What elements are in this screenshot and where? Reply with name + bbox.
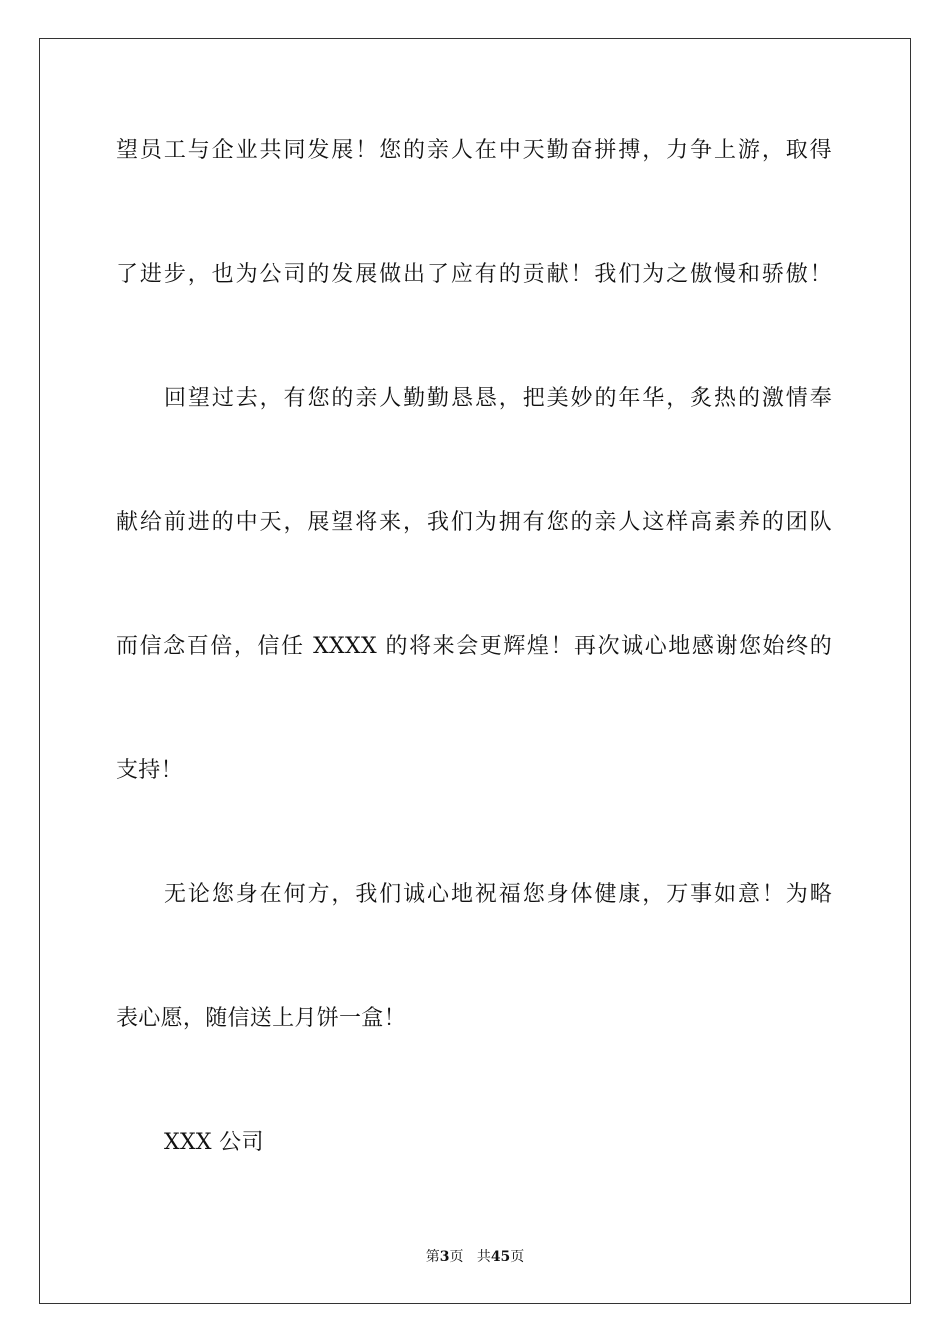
- footer-total-prefix: 共: [476, 1249, 491, 1265]
- text-line-2: 了进步，也为公司的发展做出了应有的贡献！我们为之傲慢和骄傲！: [116, 262, 832, 287]
- page-border: [39, 38, 911, 1304]
- footer-page-number: 3: [439, 1249, 450, 1265]
- signature-company: XXX 公司: [164, 1130, 264, 1155]
- text-line-3: 回望过去，有您的亲人勤勤恳恳，把美妙的年华，炙热的激情奉: [164, 386, 832, 411]
- text-line-8: 表心愿，随信送上月饼一盒！: [116, 1006, 406, 1031]
- text-line-7: 无论您身在何方，我们诚心地祝福您身体健康，万事如意！为略: [164, 882, 832, 907]
- footer-total-suffix: 页: [510, 1249, 525, 1265]
- text-line-1: 望员工与企业共同发展！您的亲人在中天勤奋拼搏，力争上游，取得: [116, 138, 832, 163]
- footer-total-pages: 45: [490, 1249, 511, 1265]
- text-line-5: 而信念百倍，信任 XXXX 的将来会更辉煌！再次诚心地感谢您始终的: [116, 634, 832, 659]
- footer-page-prefix: 第: [425, 1249, 440, 1265]
- text-line-4: 献给前进的中天，展望将来，我们为拥有您的亲人这样高素养的团队: [116, 510, 832, 535]
- text-line-6: 支持！: [116, 758, 183, 783]
- page-footer: [0, 1247, 950, 1267]
- footer-page-suffix: 页: [449, 1249, 464, 1265]
